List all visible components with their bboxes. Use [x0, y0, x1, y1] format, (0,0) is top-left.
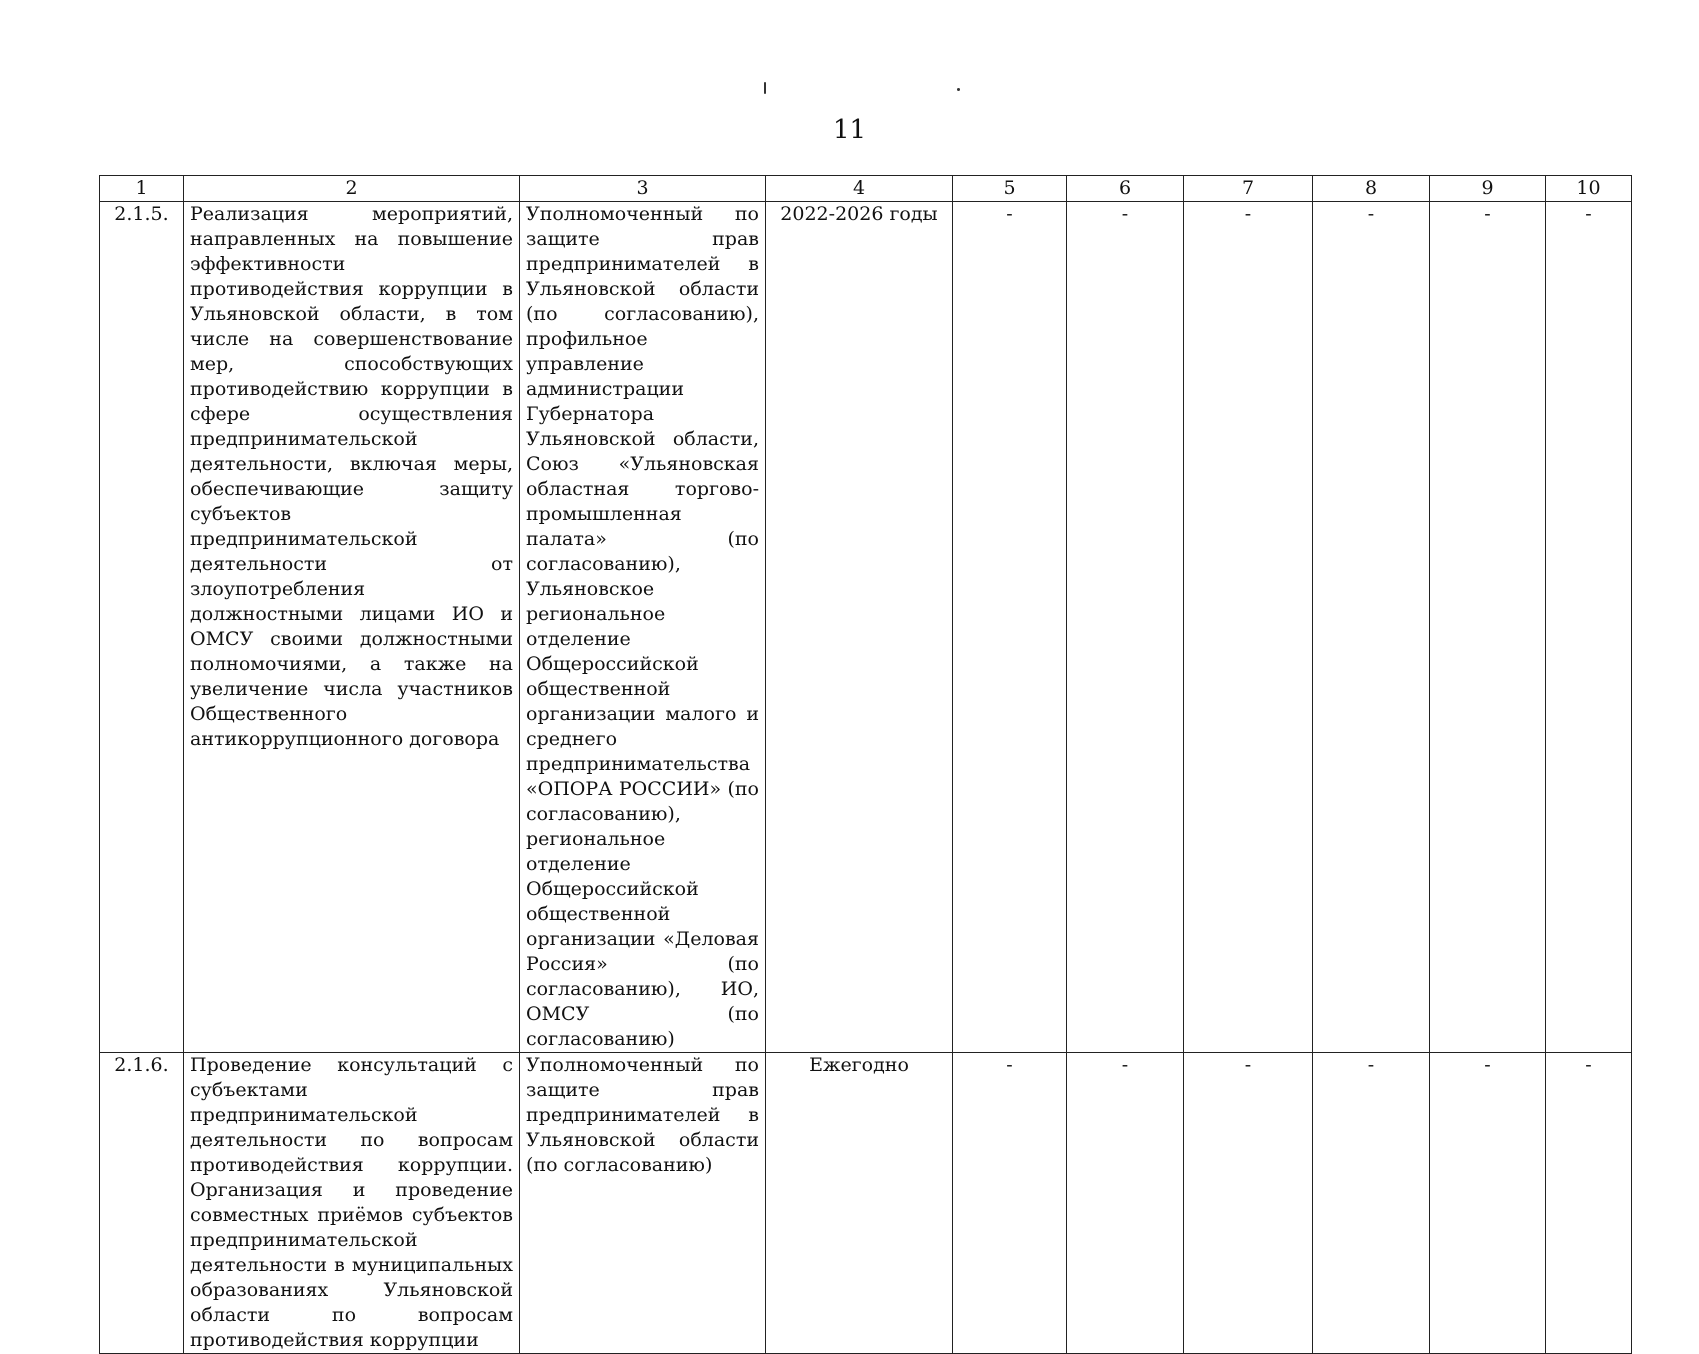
column-header: 5: [953, 176, 1067, 202]
value-cell: -: [953, 202, 1067, 1053]
page-number: 11: [832, 115, 867, 145]
value-cell: -: [953, 1053, 1067, 1354]
column-header: 2: [184, 176, 520, 202]
table-row: [100, 202, 1632, 1053]
period-cell: 2022-2026 годы: [766, 202, 953, 1053]
column-header: 4: [766, 176, 953, 202]
column-header: 7: [1184, 176, 1313, 202]
value-cell: -: [1313, 202, 1430, 1053]
column-header: 9: [1430, 176, 1546, 202]
scan-speck: [764, 82, 766, 94]
column-header: 3: [520, 176, 766, 202]
value-cell: -: [1067, 202, 1184, 1053]
executor-cell: Уполномоченный по защите прав предпринимателей в Ульяновской области (по согласованию), профильное управление администрации Губернатора Ульяновской области, Союз «Ульяновская областная торгово-промышленная палата» (по согласованию), Ульяновское региональное отделение Общероссийской общественной организации малого и среднего предпринимательства «ОПОРА РОССИИ» (по согласованию), региональное отделение Общероссийской общественной организации «Деловая Россия» (по согласованию), ИО, ОМСУ (по согласованию): [520, 202, 766, 1053]
item-number: 2.1.5.: [100, 202, 184, 1053]
value-cell: -: [1184, 1053, 1313, 1354]
item-number: 2.1.6.: [100, 1053, 184, 1354]
value-cell: -: [1546, 1053, 1632, 1354]
value-cell: -: [1067, 1053, 1184, 1354]
executor-cell: Уполномоченный по защите прав предпринимателей в Ульяновской области (по согласованию): [520, 1053, 766, 1354]
column-header: 6: [1067, 176, 1184, 202]
table-row: [100, 1053, 1632, 1354]
column-header: 8: [1313, 176, 1430, 202]
value-cell: -: [1546, 202, 1632, 1053]
value-cell: -: [1313, 1053, 1430, 1354]
period-cell: Ежегодно: [766, 1053, 953, 1354]
column-header: 10: [1546, 176, 1632, 202]
value-cell: -: [1430, 202, 1546, 1053]
scan-speck: [957, 88, 960, 91]
measure-description: Реализация мероприятий, направленных на повышение эффективности противодействия коррупции в Ульяновской области, в том числе на совершенствование мер, способствующих противодействию коррупции в сфере осуществления предпринимательской деятельности, включая меры, обеспечивающие защиту субъектов предпринимательской деятельности от злоупотребления должностными лицами ИО и ОМСУ своими должностными полномочиями, а также на увеличение числа участников Общественного антикоррупционного договора: [184, 202, 520, 1053]
header-row: [100, 176, 1632, 202]
measure-description: Проведение консультаций с субъектами предпринимательской деятельности по вопросам противодействия коррупции. Организация и проведение совместных приёмов субъектов предпринимательской деятельности в муниципальных образованиях Ульяновской области по вопросам противодействия коррупции: [184, 1053, 520, 1354]
value-cell: -: [1184, 202, 1313, 1053]
column-header: 1: [100, 176, 184, 202]
value-cell: -: [1430, 1053, 1546, 1354]
measures-table: [99, 175, 1632, 1354]
